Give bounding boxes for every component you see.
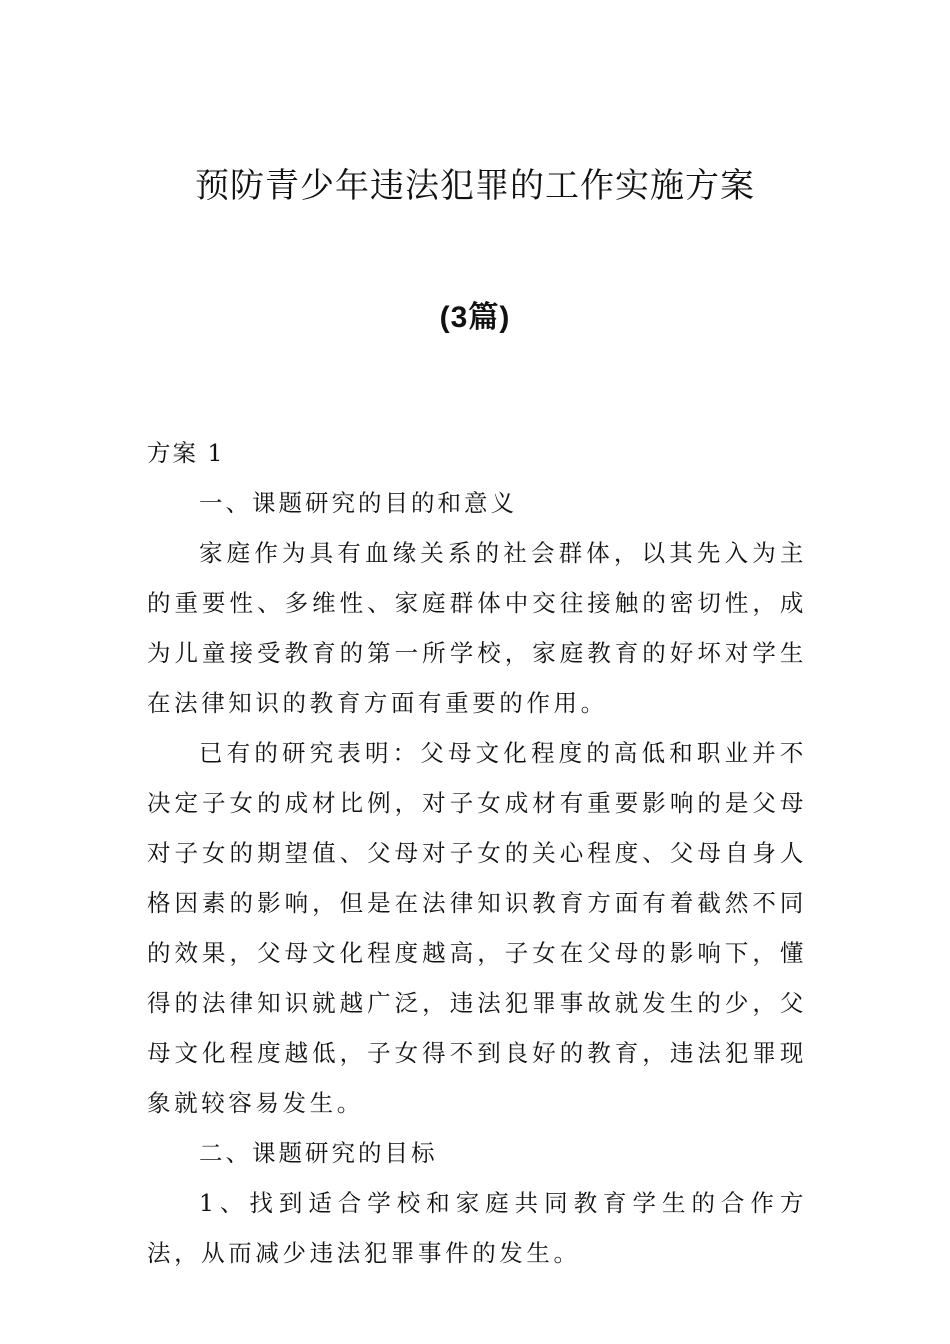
goal-item-1: 1、找到适合学校和家庭共同教育学生的合作方法，从而减少违法犯罪事件的发生。 (147, 1189, 807, 1267)
document-subtitle: (3篇) (439, 301, 511, 334)
section-heading-goals: 二、课题研究的目标 (199, 1139, 438, 1167)
document-body (147, 428, 807, 1278)
plan-label: 方案 1 (147, 439, 225, 467)
section-heading-purpose: 一、课题研究的目的和意义 (199, 489, 517, 517)
document-title: 预防青少年违法犯罪的工作实施方案 (195, 166, 755, 206)
paragraph-research-findings: 已有的研究表明：父母文化程度的高低和职业并不决定子女的成材比例，对子女成材有重要影响的是父母对子女的期望值、父母对子女的关心程度、父母自身人格因素的影响，但是在法律知识教育方面有着截然不同的效果，父母文化程度越高，子女在父母的影响下，懂得的法律知识就越广泛，违法犯罪事故就发生的少，父母文化程度越低，子女得不到良好的教育，违法犯罪现象就较容易发生。 (147, 739, 807, 1117)
paragraph-family-education: 家庭作为具有血缘关系的社会群体，以其先入为主的重要性、多维性、家庭群体中交往接触的密切性，成为儿童接受教育的第一所学校，家庭教育的好坏对学生在法律知识的教育方面有重要的作用。 (147, 539, 807, 717)
